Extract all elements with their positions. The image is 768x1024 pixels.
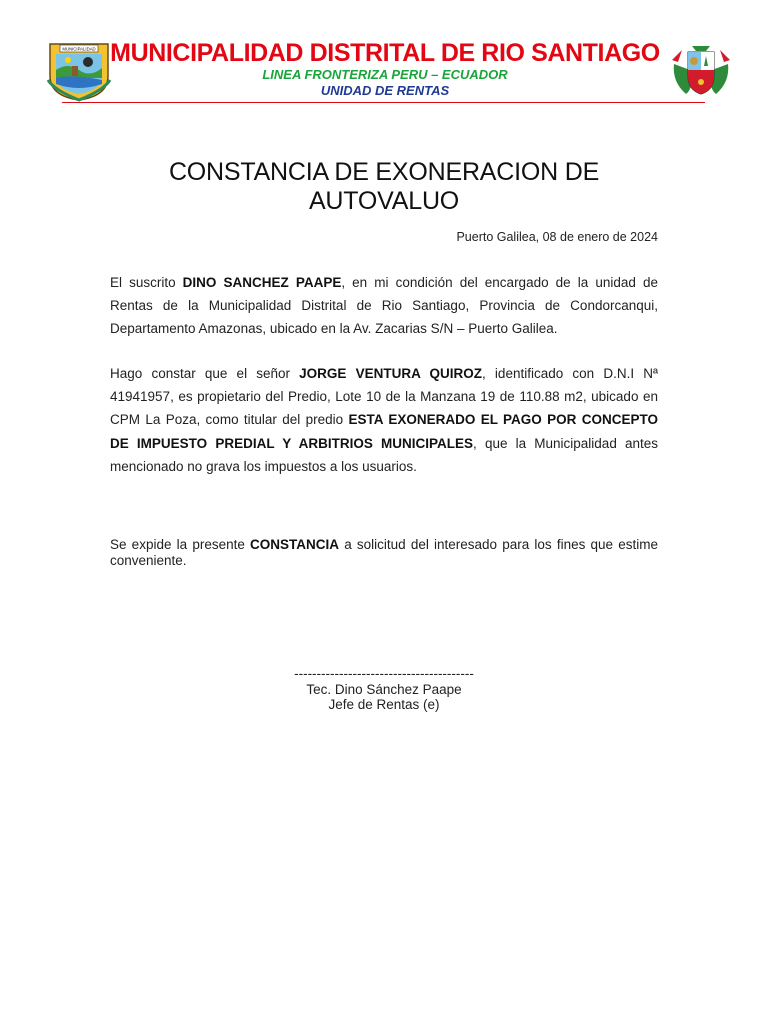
constancia-word: CONSTANCIA [250,537,340,552]
paragraph-issuer: El suscrito DINO SANCHEZ PAAPE, en mi condición del encargado de la unidad de Rentas de la Municipalidad Distrital de Rio Santiago, Provincia de Condorcanqui, Departamento Amazonas, ubicado en la Av. Zacarias S/N – Puerto Galilea. [110,275,658,337]
issuer-name: DINO SANCHEZ PAAPE [182,275,342,290]
signature-block [234,666,534,713]
paragraph-issuance: Se expide la presente CONSTANCIA a solicitud del interesado para los fines que estime conveniente. [110,537,658,568]
document-title: CONSTANCIA DE EXONERACION DE AUTOVALUO [168,158,600,215]
header-divider [62,102,705,103]
owner-name: JORGE VENTURA QUIROZ [299,366,483,381]
signature-line: ---------------------------------------- [294,666,474,681]
municipal-shield-icon [46,40,112,102]
date-line: Puerto Galilea, 08 de enero de 2024 [456,230,658,244]
signatory-name: Tec. Dino Sánchez Paape [306,681,462,697]
exemption-statement: ESTA EXONERADO EL PAGO POR CONCEPTO DE IMPUESTO PREDIAL Y ARBITRIOS MUNICIPALES [110,412,658,451]
peru-coat-of-arms-icon [670,42,732,98]
border-line-subtitle: LINEA FRONTERIZA PERU – ECUADOR [262,67,508,82]
signatory-role: Jefe de Rentas (e) [328,697,440,712]
department-subtitle: UNIDAD DE RENTAS [320,83,450,98]
paragraph-statement: Hago constar que el señor JORGE VENTURA QUIROZ, identificado con D.N.I Nª 41941957, es propietario del Predio, Lote 10 de la Manzana 19 de 110.88 m2, ubicado en CPM La Poza, como titular del predio ESTA EXONERADO EL PAGO POR CONCEPTO DE IMPUESTO PREDIAL Y ARBITRIOS MUNICIPALES, que la Municipalidad antes mencionado no grava los impuestos a los usuarios. [110,366,659,474]
municipality-name: MUNICIPALIDAD DISTRITAL DE RIO SANTIAGO [110,39,660,67]
letterhead [40,36,730,106]
letterhead-text [110,38,660,99]
svg-text:MUNICIPALIDAD: MUNICIPALIDAD [62,46,96,52]
